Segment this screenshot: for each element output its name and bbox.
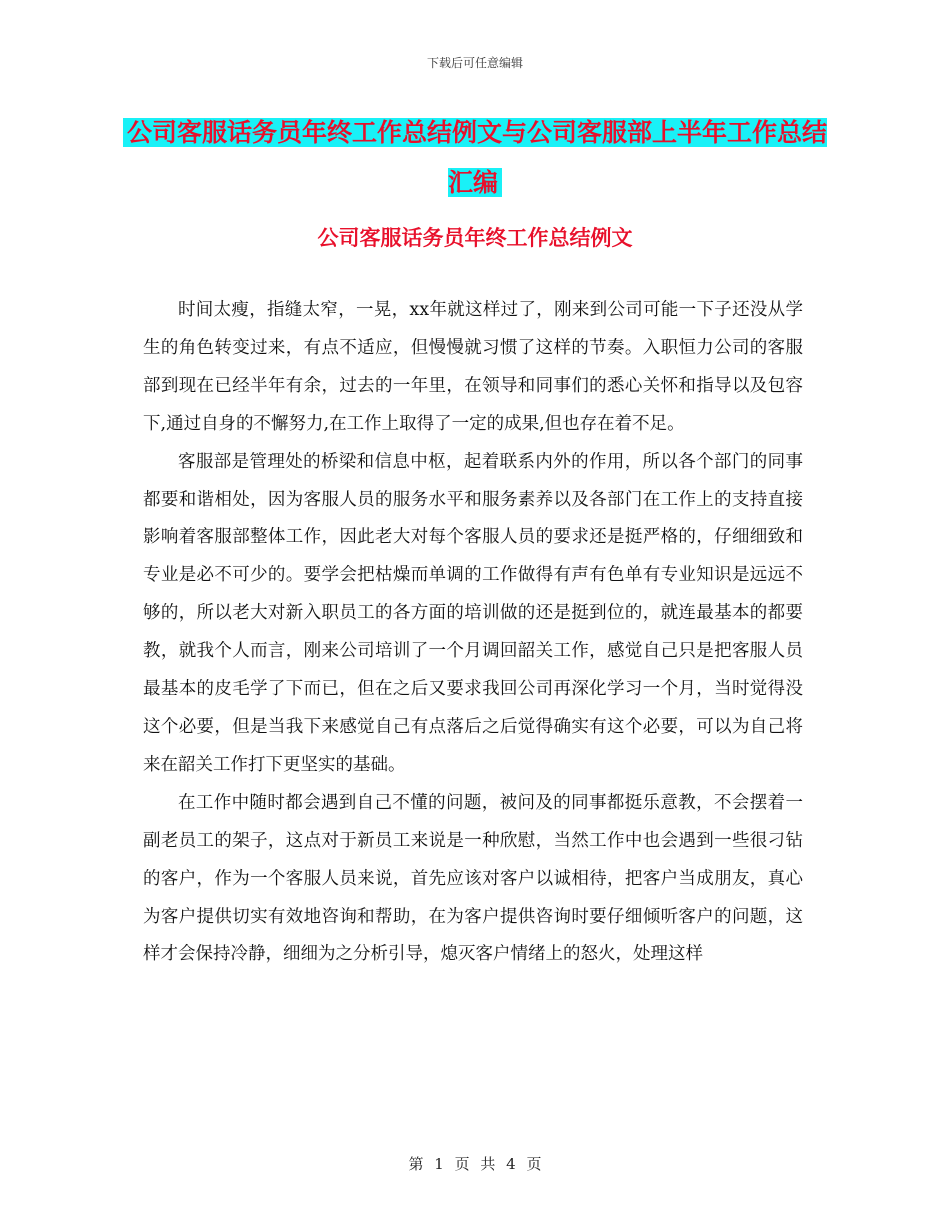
document-title-text: 公司客服话务员年终工作总结例文与公司客服部上半年工作总结汇编 bbox=[123, 118, 827, 197]
paragraph-2: 客服部是管理处的桥梁和信息中枢，起着联系内外的作用，所以各个部门的同事都要和谐相处，因为客服人员的服务水平和服务素养以及各部门在工作上的支持直接影响着客服部整体工作，因此老大对每个客服人员的要求还是挺严格的，仔细细致和专业是必不可少的。要学会把枯燥而单调的工作做得有声有色单有专业知识是远远不够的，所以老大对新入职员工的各方面的培训做的还是挺到位的，就连最基本的都要教，就我个人而言，刚来公司培训了一个月调回韶关工作，感觉自己只是把客服人员最基本的皮毛学了下而已，但在之后又要求我回公司再深化学习一个月，当时觉得没这个必要，但是当我下来感觉自己有点落后之后觉得确实有这个必要，可以为自己将来在韶关工作打下更坚实的基础。 bbox=[143, 451, 803, 775]
section-title: 公司客服话务员年终工作总结例文 bbox=[317, 226, 633, 250]
body-text bbox=[143, 292, 803, 974]
document-title bbox=[120, 108, 830, 208]
paragraph-3: 在工作中随时都会遇到自己不懂的问题，被问及的同事都挺乐意教，不会摆着一副老员工的架子，这点对于新员工来说是一种欣慰，当然工作中也会遇到一些很刁钻的客户，作为一个客服人员来说，首先应该对客户以诚相待，把客户当成朋友，真心为客户提供切实有效地咨询和帮助，在为客户提供咨询时要仔细倾听客户的问题，这样才会保持冷静，细细为之分析引导，熄灭客户情绪上的怒火，处理这样 bbox=[143, 792, 803, 965]
paragraph-1: 时间太瘦，指缝太窄，一晃，xx年就这样过了，刚来到公司可能一下子还没从学生的角色转变过来，有点不适应，但慢慢就习惯了这样的节奏。入职恒力公司的客服部到现在已经半年有余，过去的一年里，在领导和同事们的悉心关怀和指导以及包容下,通过自身的不懈努力,在工作上取得了一定的成果,但也存在着不足。 bbox=[143, 300, 803, 434]
page-footer: 第 1 页 共 4 页 bbox=[408, 1155, 542, 1173]
header-note: 下载后可任意编辑 bbox=[426, 56, 523, 70]
